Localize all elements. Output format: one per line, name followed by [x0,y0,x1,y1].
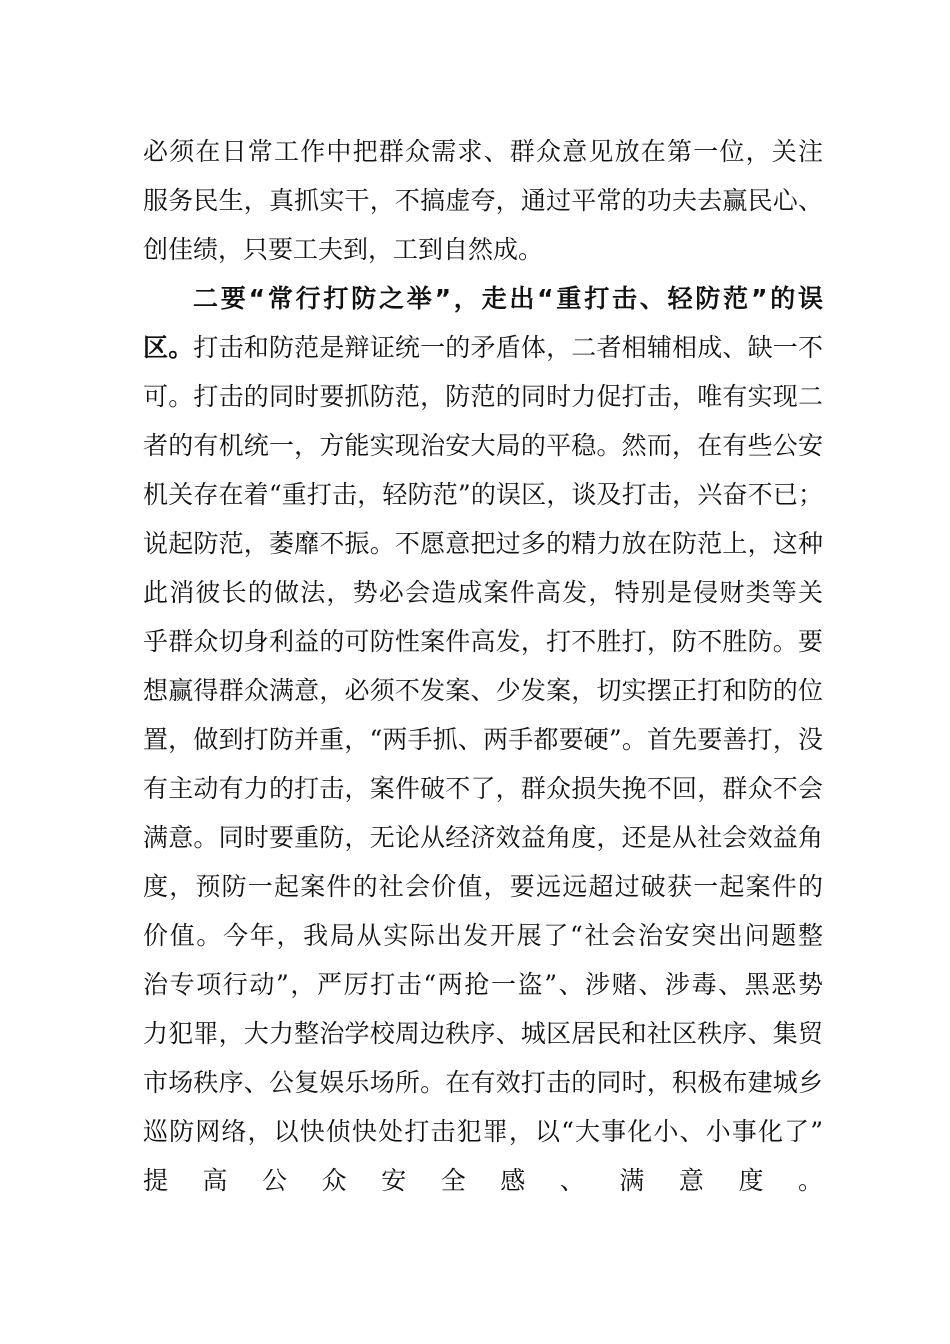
paragraph-line: 力犯罪，大力整治学校周边秩序、城区居民和社区秩序、集贸 [143,1019,823,1048]
paragraph-line: 度，预防一起案件的社会价值，要远远超过破获一起案件的 [143,872,823,901]
paragraph-line: 说起防范，萎靡不振。不愿意把过多的精力放在防范上，这种 [143,529,823,558]
paragraph-line [143,1205,823,1254]
paragraph-line: 置，做到打防并重，“两手抓、两手都要硬”。首先要善打，没 [143,725,823,754]
paragraph-line: 有主动有力的打击，案件破不了，群众损失挽不回，群众不会 [143,774,823,803]
paragraph-line: 巡防网络，以快侦快处打击犯罪，以“大事化小、小事化了” [143,1117,823,1146]
section-heading: 二要“常行打防之举”，走出“重打击、轻防范”的误 [193,284,823,313]
paragraph-line [143,323,823,372]
paragraph-line: 市场秩序、公复娱乐场所。在有效打击的同时，积极布建城乡 [143,1068,823,1097]
paragraph-line: 满意。同时要重防，无论从经济效益角度，还是从社会效益角 [143,823,823,852]
paragraph-line: 者的有机统一，方能实现治安大局的平稳。然而，在有些公安 [143,431,823,460]
section-heading-end: 区。 [143,333,194,362]
paragraph-line: 想赢得群众满意，必须不发案、少发案，切实摆正打和防的位 [143,676,823,705]
paragraph-line: 乎群众切身利益的可防性案件高发，打不胜打，防不胜防。要 [143,627,823,656]
paragraph-line: 价值。今年，我局从实际出发开展了“社会治安突出问题整 [143,921,823,950]
paragraph-line: 治专项行动”，严厉打击“两抢一盗”、涉赌、涉毒、黑恶势 [143,970,823,999]
paragraph-line: 机关存在着“重打击，轻防范”的误区，谈及打击，兴奋不已； [143,480,823,509]
paragraph-line: 此消彼长的做法，势必会造成案件高发，特别是侵财类等关 [143,578,823,607]
paragraph-line: 创佳绩，只要工夫到，工到自然成。 [143,235,544,264]
paragraph-line: 必须在日常工作中把群众需求、群众意见放在第一位，关注 [143,137,823,166]
document-body [143,127,823,1254]
paragraph-line: 服务民生，真抓实干，不搞虚夸，通过平常的功夫去赢民心、 [143,186,823,215]
paragraph-line: 提高公众安全感、满意度。 [143,1166,823,1195]
paragraph-line: 可。打击的同时要抓防范，防范的同时力促打击，唯有实现二 [143,382,823,411]
paragraph-text: 打击和防范是辩证统一的矛盾体，二者相辅相成、缺一不 [193,333,823,362]
